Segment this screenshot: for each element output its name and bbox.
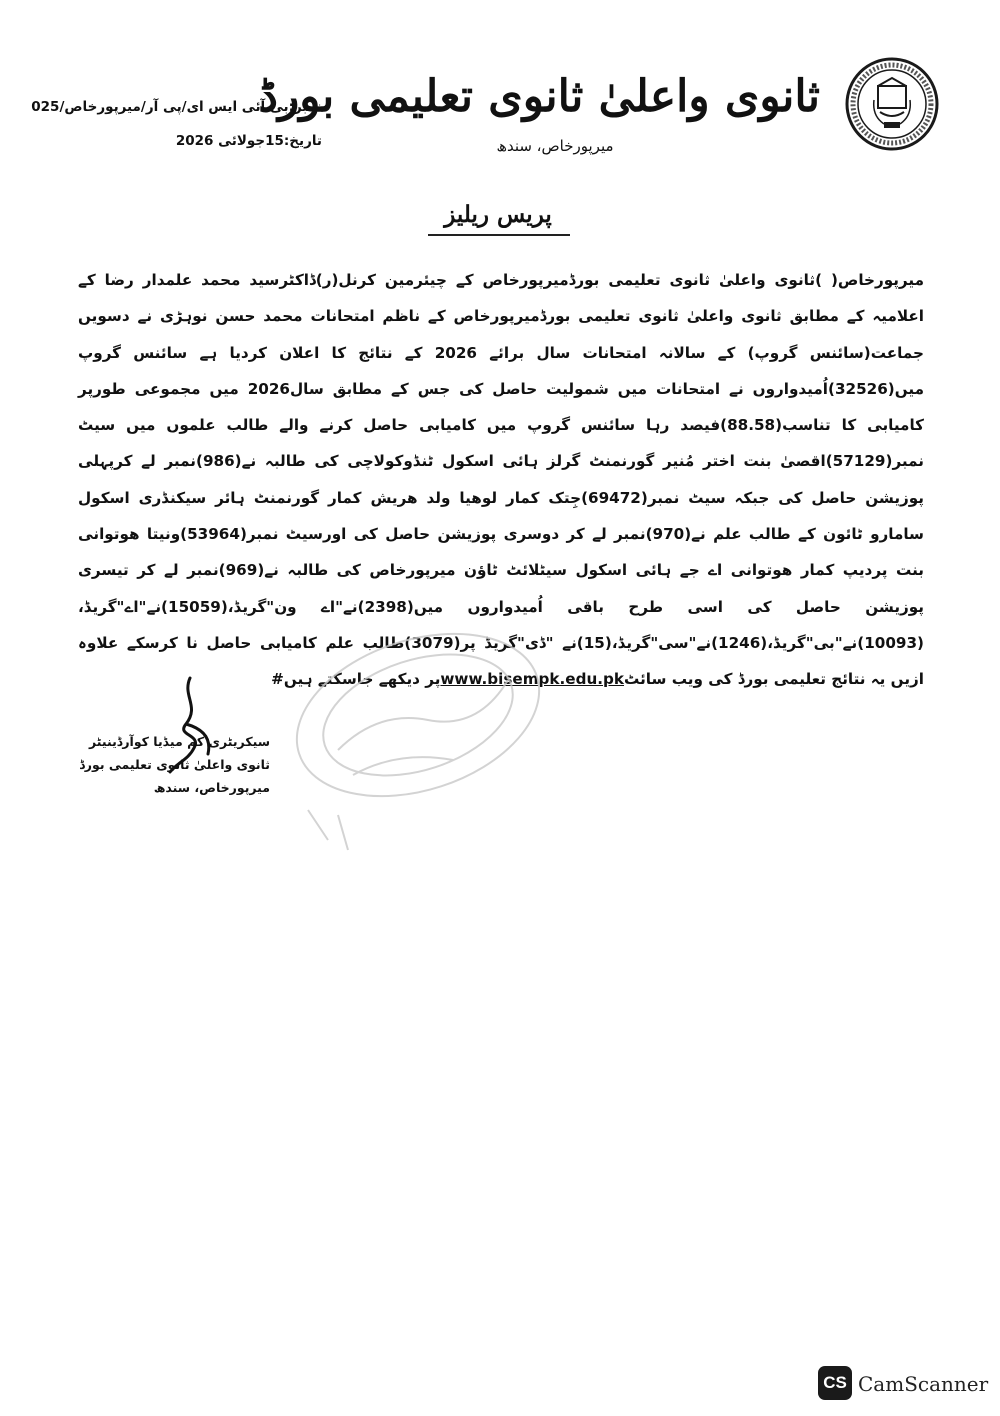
signatory-city: میرپورخاص، سندھ [153,780,270,795]
board-title: ثانوی واعلیٰ ثانوی تعلیمی بورڈ [258,71,820,122]
camscanner-badge-icon: CS [818,1366,852,1400]
faint-stamp-icon [268,600,598,860]
camscanner-label: CamScanner [858,1372,989,1396]
reference-number: نمبر:بی آئی ایس ای/پی آر/میرپورخاص/025 [31,99,322,115]
body-text-main: میرپورخاص( )ثانوی واعلیٰ ثانوی تعلیمی بورڈمیرپورخاص کے چیئرمین کرنل(ر)ڈاکٹرسید محمد علمدار رضا کے اعلامیہ کے مطابق ثانوی واعلیٰ ثانوی تعلیمی بورڈمیرپورخاص کے ناظم امتحانات محمد حسن نوہڑی نے دسویں جماعت(سائنس گروپ) کے سالانہ امتحانات سال برائے 2026 کے نتائج کا اعلان کردیا ہے سائنس گروپ میں(32526)اُمیدواروں نے امتحانات میں شمولیت حاصل کی جس کے مطابق سال2026 میں مجموعی طورپر کامیابی کا تناسب(88.58)فیصد رہا سائنس گروپ میں کامیابی حاصل کرنے والے طالب علموں میں سیٹ نمبر(57129)اقصیٰ بنت اختر مُنیر گورنمنٹ گرلز ہائی اسکول ٹنڈوکولاچی کی طالبہ نے(986)نمبر لے کرپہلی پوزیشن حاصل کی جبکہ سیٹ نمبر(69472)جِتک کمار لوھیا ولد ھریش کمار گورنمنٹ ہائر سیکنڈری اسکول سامارو ٹائون کے طالب علم نے(970)نمبر لے کر دوسری پوزیشن حاصل کی اورسیٹ نمبر(53964)ونیتا ھوتوانی بنت پردیپ کمار ھوتوانی اے جے ہائی اسکول سیٹلائٹ ٹاؤن میرپورخاص کی طالبہ نے(969)نمبر لے کر تیسری پوزیشن حاصل کی اسی طرح باقی اُمیدواروں میں(2398)نے"اے ون"گریڈ،(15059)نے"اے"گریڈ،(10093)نے"بی"گریڈ،(1246)نے"سی"گریڈ،(15)نے "ڈی"گریڈ پر(3079)طالب علم کامیابی حاصل نا کرسکے علاوہ ازیں یہ نتائج تعلیمی بورڈ کی ویب سائٹ [78,271,925,689]
board-crest-icon [844,56,940,152]
signatory-board: ثانوی واعلیٰ ثانوی تعلیمی بورڈ [79,757,270,772]
press-release-heading: پریس ریلیز [444,201,552,228]
heading-underline [428,234,570,236]
board-city: میرپورخاص، سندھ [496,137,614,155]
signatory-title: سیکریٹری کم میڈیا کوآرڈینیٹر [89,734,270,749]
website-link[interactable]: www.bisempk.edu.pk [440,670,625,689]
issue-date: تاریخ:15جولائی 2026 [175,133,322,149]
body-text-closing: پر دیکھے جاسکتے ہیں# [271,670,441,689]
